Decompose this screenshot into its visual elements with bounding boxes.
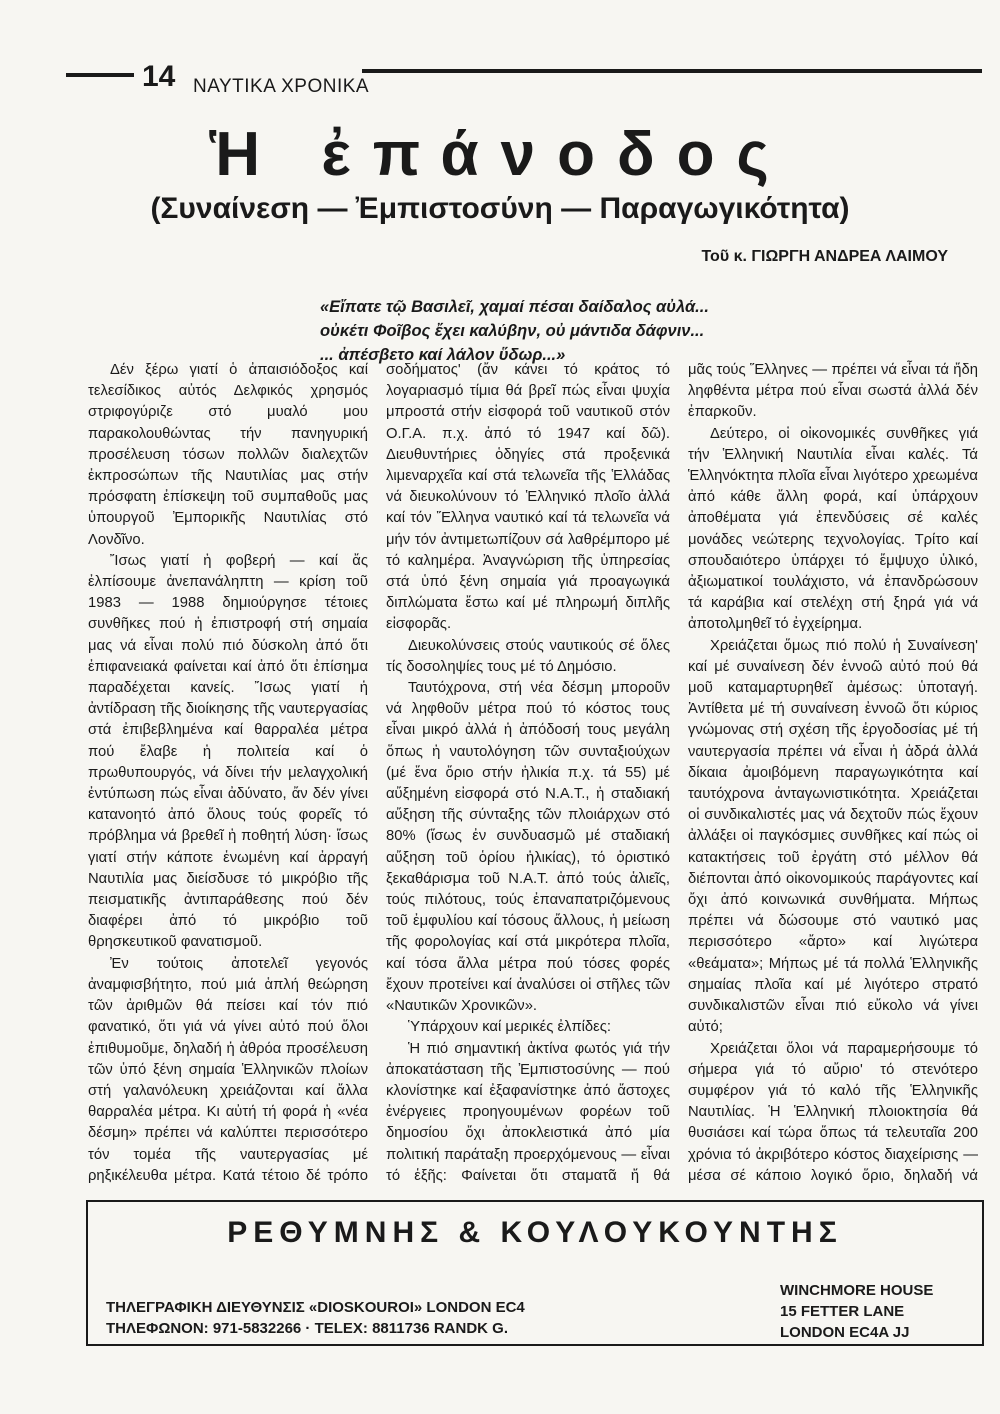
paragraph: Ἡ πιό σημαντική ἀκτίνα φωτός γιά τήν ἀποκατάσταση τῆς Ἐμπιστοσύνης — πού κλονίστηκε καί ἐξαφανίστηκε ἀπό ἄστοχες ἐνέργειες προηγουμένων φορέων τοῦ δημοσίου ὄχι ἀποκλειστικά ἀπό μία πολιτική παράταξη προερχόμενους — εἶναι τό ἑξῆς: Φαίνεται ὅτι σταματᾶ ἤ θά: [386, 1040, 670, 1184]
advertiser-address: [780, 1280, 933, 1343]
paragraph: Δέν ξέρω γιατί ὁ ἀπαισιόδοξος καί τελεσίδικος αὐτός Δελφικός χρησμός στριφογύριζε στό μυαλό μου παρακολουθώντας τήν πανηγυρική προσέλευση τόσων πολλῶν διαλεχτῶν ἐκπροσώπων τῆς Ναυτιλίας μας στήν πρόσφατη ἐπίσκεψη τοῦ συμπαθοῦς μας ὑπουργοῦ Ἐμπορικῆς Ναυτιλίας στό Λονδῖνο.: [88, 362, 368, 548]
page-number: 14: [142, 60, 176, 93]
paragraph: Ἐν τούτοις ἀποτελεῖ γεγονός ἀναμφισβήτητο, πού μιά ἁπλή θεώρηση τῶν ἀριθμῶν θά πείσει καί τόν πιό φανατικό, ὅτι γιά νά γίνει αὐτό πού ὅλοι ἐπιθυμοῦμε, δηλαδή ἡ ἀθρόα προσέλευση τῶν ὑπό ξένη σημαία Ἑλληνικῶν πλοίων στή γαλανόλευκη χρειάζονται καί ἄλλα θαρραλέα μέτρα. Κι αὐτή τή φορά ἡ «νέα δέσμη» πρέπει νά καλύπτει περισσότερο τόν τομέα τῆς ναυτεργασίας μέ ρηξικέλευθα μέτρα. Κατά τέτοιο δέ τρόπο: [88, 955, 368, 1184]
address-line: WINCHMORE HOUSE: [780, 1282, 934, 1299]
article-title: Ἡ ἐπάνοδος: [209, 120, 791, 189]
epigraph-line: «Εἴπατε τῷ Βασιλεῖ, χαμαί πέσαι δαίδαλος αὐλά...: [320, 298, 709, 316]
paragraph: Ταυτόχρονα, στή νέα δέσμη μποροῦν νά ληφθοῦν μέτρα πού τό κόστος τους εἶναι μικρό ἀλλά ἡ ἀπόδοσή τους μεγάλη ὅπως ἡ ναυτολόγηση τῶν συνταξιούχων (μέ ἕνα ὅριο στήν ἡλικία π.χ. τά 55) μέ αὔξημένη εἰσφορά στό Ν.Α.Τ., ἡ σταδιακή αὔξηση τῆς σύνταξης τῶν πλοιάρχων στό 80% (ἴσως ἐν συνδυασμῶ μέ σταδιακή αὔξηση τοῦ ὁρίου ἡλικίας), τό ὁριστικό ξεκαθάρισμα τοῦ Ν.Α.Τ. ἀπό τούς ἁλιεῖς, τούς πιλότους, τούς ἐπαναπατριζόμενους τοῦ ἐμφυλίου καί τόσους ἄλλους, ἡ μείωση τῆς φορολογίας καί στά μικρότερα πλοῖα, καί τόσα ἄλλα μέτρα πού τόσες φορές ἔχουν προτείνει καί ἀναλύσει οἱ στῆλες τῶν «Ναυτικῶν Χρονικῶν».: [386, 680, 670, 1015]
address-line: LONDON EC4A JJ: [780, 1324, 910, 1341]
paragraph: Διευκολύνσεις στούς ναυτικούς σέ ὅλες τίς δοσοληψίες τους μέ τό Δημόσιο.: [386, 637, 670, 675]
paragraph: Ἴσως γιατί ἡ φοβερή — καί ἄς ἐλπίσουμε ἀνεπανάληπτη — κρίση τοῦ 1983 — 1988 δημιούργησε τέτοιες συνθῆκες πού ἡ ἐπιστροφή στή σημαία μας νά εἶναι πολύ πιό δύσκολη ἀπό ὅτι ἐπιφανειακά φαίνεται καί ἀπό ὅτι ἐπίσημα παραδέχεται κανείς. Ἴσως γιατί ἡ ἀντίδραση τῆς διοίκησης τῆς ναυτεργασίας στά ἐπιβεβλημένα καί θαρραλέα μέτρα πού ἔλαβε ἡ πολιτεία καί ὁ πρωθυπουργός, νά δίνει τήν μελαγχολική ἐντύπωση πώς εἶναι ἀδύνατο, ἄν δέν γίνει κατανοητό ἀπό ὅλους τούς φορεῖς τό πρόβλημα νά βρεθεῖ ἡ ποθητή λύση· ἴσως γιατί στήν κάποτε ἑνωμένη καί ἀρραγή Ναυτιλία μας διείσδυσε τό μικρόβιο τῆς πεισματικῆς ἀντιπαράθεσης πού δέν διαφέρει ἀπό τό μικρόβιο τοῦ θρησκευτικοῦ φανατισμοῦ.: [88, 552, 368, 951]
header-rule-left: [66, 73, 134, 77]
paragraph: σοδήματος' (ἄν κάνει τό κράτος τό λογαριασμό τίμια θά βρεῖ πώς εἶναι ψυχία μπροστά στήν εἰσφορά τοῦ ναυτικοῦ στόν Ο.Γ.Α. π.χ. ἀπό τό 1947 καί δῶ). Διευθυντήριες ὁδηγίες στά προξενικά λιμεναρχεῖα καί στά τελωνεῖα τῆς Ἑλλάδας νά διευκολύνουν τό Ἑλληνικό πλοῖο ἀλλά καί τόν Ἕλληνα ναυτικό καί τά τελωνεῖα νά μήν τόν ἀντιμετωπίζουν σά λαθρέμπορο μέ τό καλημέρα. Ἀναγνώριση τῆς ὑπηρεσίας στά ὑπό ξένη σημαία γιά προαγωγικά διπλώματα ἔστω καί μέ πληρωμή διπλῆς εἰσφορᾶς.: [386, 362, 670, 633]
advertisement-box: [86, 1200, 984, 1346]
publication-name: ΝΑΥΤΙΚΑ ΧΡΟΝΙΚΑ: [193, 76, 370, 97]
epigraph-line: ... ἀπέσβετο καί λάλον ὕδωρ...»: [320, 346, 566, 364]
text-column-3: [688, 360, 978, 1186]
text-column-1: [88, 360, 368, 1186]
phone-telex: ΤΗΛΕΦΩΝΟΝ: 971-5832266 · TELEX: 8811736 RANDK G.: [106, 1320, 508, 1337]
article-subtitle: (Συναίνεση — Ἐμπιστοσύνη — Παραγωγικότητα): [150, 192, 850, 225]
advertiser-contact: [106, 1297, 525, 1339]
advertiser-name: ΡΕΘΥΜΝΗΣ & ΚΟΥΛΟΥΚΟΥΝΤΗΣ: [227, 1216, 843, 1249]
header-rule-right: [362, 69, 982, 73]
paragraph: μᾶς τούς Ἕλληνες — πρέπει νά εἶναι τά ἤδη ληφθέντα μέτρα πού εἶναι σωστά ἀλλά δέν ἐπαρκοῦν.: [688, 362, 978, 421]
telegraphic-address: ΤΗΛΕΓΡΑΦΙΚΗ ΔΙΕΥΘΥΝΣΙΣ «DIOSKOUROI» LONDON EC4: [106, 1299, 525, 1316]
article-byline: Τοῦ κ. ΓΙΩΡΓΗ ΑΝΔΡΕΑ ΛΑΙΜΟΥ: [701, 248, 948, 265]
paragraph: Χρειάζεται ὅλοι νά παραμερήσουμε τό σήμερα γιά τό αὔριο' τό στενότερο συμφέρον γιά τό καλό τῆς Ἑλληνικῆς Ναυτιλίας. Ἡ Ἑλληνική πλοιοκτησία θά θυσιάσει καί τώρα ὅπως τά τελευταῖα 200 χρόνια τό ἀκριβότερο κόστος διαχείρισης — μέσα σέ κάποιο λογικό ὅριο, δηλαδή νά: [688, 1040, 978, 1184]
text-column-2: [386, 360, 670, 1186]
paragraph: Χρειάζεται ὅμως πιό πολύ ἡ Συναίνεση' καί μέ συναίνεση δέν ἐννοῶ αὐτό πού θά μοῦ καταμαρτυρηθεῖ ἀμέσως: ὑποταγή. Ἀντίθετα μέ τή συναίνεση ἐννοῶ ὅτι κύριος γνώμονας στή σχέση τῆς ἐργοδοσίας μέ τή ναυτεργασία πρέπει νά εἶναι ἡ ἀδρά ἀλλά δίκαια ἀμοιβόμενη παραγωγικότητα καί ταυτόχρονα ἀνταγωνιστικότητα. Χρειάζεται οἱ συνδικαλιστές μας νά δεχτοῦν πώς ἔχουν ἀλλάξει οἱ παγκόσμιες συνθῆκες καί πώς οἱ κατακτήσεις τοῦ ἐργάτη στό μέλλον θά διέπονται ἀπό οἰκονομικούς παράγοντες καί ὄχι ἀπό κοινωνικά συνθήματα. Μήπως πρέπει νά δώσουμε στό ναυτικό μας περισσότερο «ἄρτο» καί λιγώτερα «θεάματα»; Μήπως μέ τά πολλά Ἑλληνικῆς σημαίας πλοῖα καί μέ λιγότερο στρατό συνδικαλιστῶν εἶναι πιό εὔκολο νά γίνει αὐτό;: [688, 637, 978, 1036]
paragraph: Δεύτερο, οἱ οἰκονομικές συνθῆκες γιά τήν Ἑλληνική Ναυτιλία εἶναι καλές. Τά Ἑλληνόκτητα πλοῖα εἶναι λιγότερο χρεωμένα ἀπό κάθε ἄλλη φορά, καί ὑπάρχουν ἀποθέματα γιά ἐπενδύσεις σέ καλές μονάδες νεώτερης τεχνολογίας. Τρίτο καί σπουδαιότερο ὑπάρχει τό ἔμψυχο ὑλικό, ἀξιωματικοί τουλάχιστο, νά ἐπανδρώσουν τά καράβια καί στελέχη στή ξηρά γιά νά ἀποτολμηθεῖ τό ἐγχείρημα.: [688, 425, 978, 633]
epigraph: [320, 295, 780, 367]
epigraph-line: οὐκέτι Φοῖβος ἔχει καλύβην, οὐ μάντιδα δάφνιν...: [320, 322, 705, 340]
address-line: 15 FETTER LANE: [780, 1303, 905, 1320]
paragraph: Ὑπάρχουν καί μερικές ἐλπίδες:: [408, 1019, 612, 1036]
